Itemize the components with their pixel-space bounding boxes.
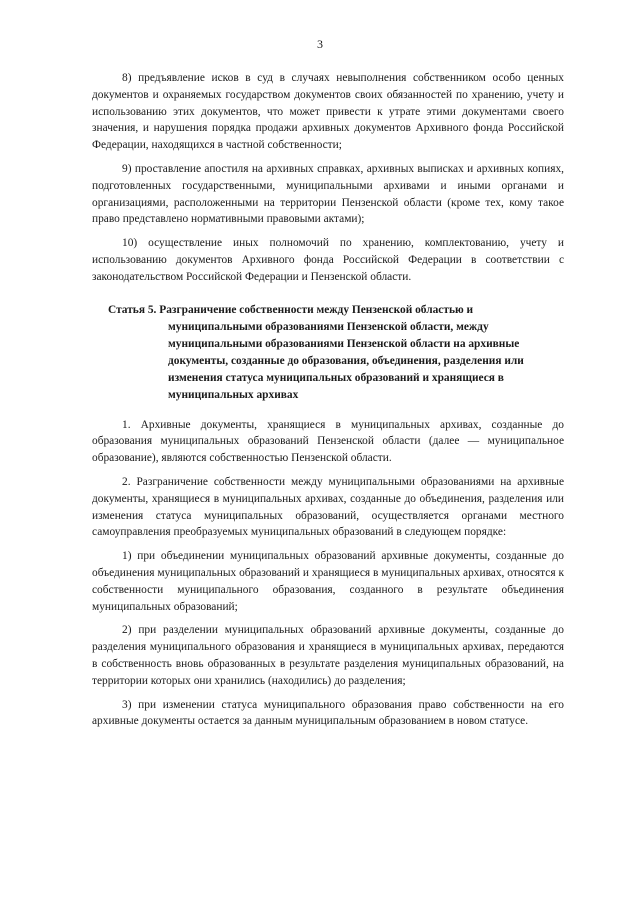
page-number: 3 (317, 37, 323, 51)
paragraph-subitem-3: 3) при изменении статуса муниципального образования право собственности на его архивные документы остается за данным муниципальным образованием в новом статусе. (92, 698, 564, 728)
paragraph-item-10: 10) осуществление иных полномочий по хранению, комплектованию, учету и использованию документов Архивного фонда Российской Федерации в соответствии с законодательством Российской Федерации и Пензенской области. (92, 237, 564, 283)
article-5-heading: Статья 5. Разграничение собственности между Пензенской областью и муниципальными образованиями Пензенской области, между муниципальными образованиями Пензенской области на архивные документы, созданные до образования, объединения, разделения или изменения статуса муниципальных образований и хранящиеся в муниципальных архивах (108, 303, 524, 401)
paragraph-item-9: 9) проставление апостиля на архивных справках, архивных выписках и архивных копиях, подготовленных государственными, муниципальными архивами и иными органами и организациями, расположенными на территории Пензенской области (кроме тех, кому такое право представлено нормативными правовыми актами); (92, 162, 564, 226)
paragraph-clause-1: 1. Архивные документы, хранящиеся в муниципальных архивах, созданные до образования муниципальных образований Пензенской области (далее — муниципальное образование), являются собственностью Пензенской области. (92, 418, 564, 465)
paragraph-subitem-1: 1) при объединении муниципальных образований архивные документы, созданные до объединения муниципальных образований и хранящиеся в муниципальных архивах, относятся к собственности муниципального образования, созданного в результате объединения муниципальных образований; (92, 550, 564, 613)
paragraph-clause-2: 2. Разграничение собственности между муниципальными образованиями на архивные документы, хранящиеся в муниципальных архивах, созданные до объединения, разделения или изменения статуса муниципальных образований, осуществляется органами местного самоуправления преобразуемых муниципальных образований в следующем порядке: (92, 475, 564, 539)
paragraph-subitem-2: 2) при разделении муниципальных образований архивные документы, созданные до разделения муниципального образования и хранящиеся в муниципальных архивах, передаются в собственность вновь образованных в результате разделения муниципальных образований, на территории которых они хранились (находились) до разделения; (92, 624, 564, 687)
paragraph-item-8: 8) предъявление исков в суд в случаях невыполнения собственником особо ценных документов и охраняемых государством документов своих обязанностей по хранению, учету и использованию этих документов, что может привести к утрате этими документами своего значения, и нарушения порядка продажи архивных документов Архивного фонда Российской Федерации, находящихся в частной собственности; (92, 72, 564, 152)
document-body (92, 70, 564, 730)
